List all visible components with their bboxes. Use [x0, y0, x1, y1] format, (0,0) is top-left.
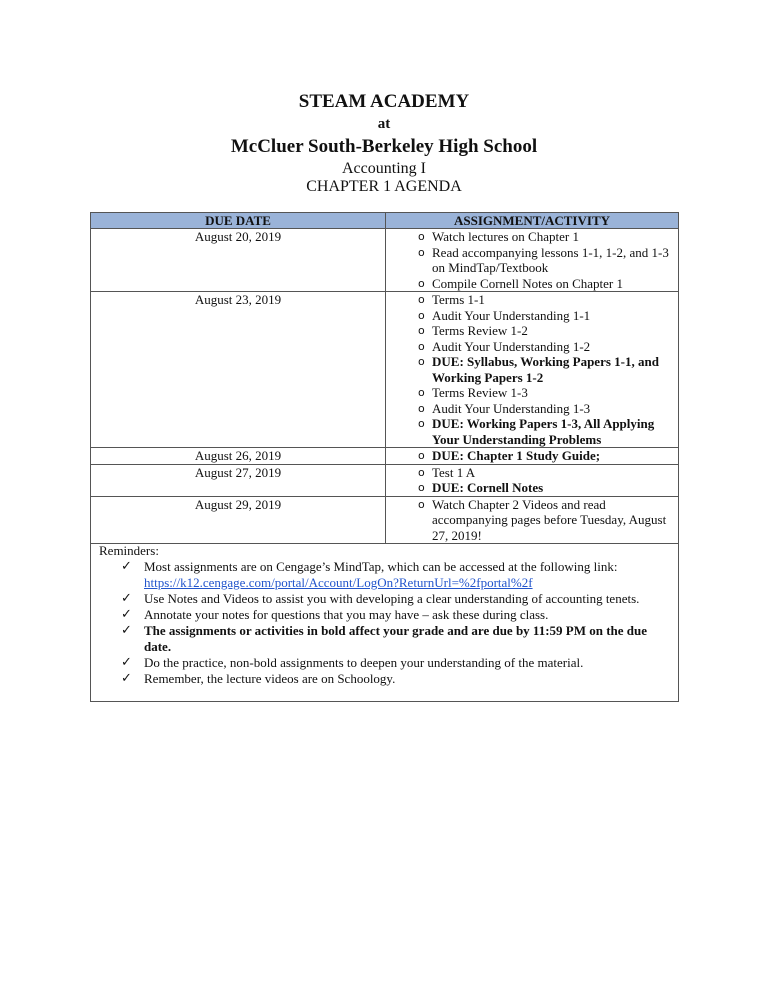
bullet-circle-icon: o	[418, 276, 425, 290]
assignment-item	[386, 354, 678, 385]
bullet-circle-icon: o	[418, 293, 425, 306]
assignment-text: Watch Chapter 2 Videos and read accompanying pages before Tuesday, August 27, 2019!	[432, 496, 667, 543]
reminder-text: Most assignments are on Cengage’s MindTap, which can be accessed at the following link:	[144, 559, 618, 574]
assignment-text: Terms 1-1	[432, 292, 485, 307]
reminder-item	[91, 655, 678, 671]
reminder-item	[91, 607, 678, 623]
bullet-circle-icon: o	[418, 230, 425, 243]
course-name: Accounting I	[342, 160, 426, 177]
agenda-body	[91, 229, 679, 544]
assignment-text: Compile Cornell Notes on Chapter 1	[432, 275, 624, 291]
table-row	[91, 448, 679, 465]
checkmark-icon: ✓	[121, 623, 132, 638]
bullet-circle-icon: o	[418, 308, 425, 322]
reminder-text: Do the practice, non-bold assignments to deepen your understanding of the material.	[144, 655, 584, 670]
due-date-cell: August 26, 2019	[91, 448, 386, 465]
assignment-item	[386, 339, 678, 355]
assignment-item	[386, 401, 678, 417]
reminder-item	[91, 671, 678, 687]
reminder-text: The assignments or activities in bold affect your grade and are due by 11:59 PM on the due date.	[144, 623, 648, 654]
checkmark-icon: ✓	[121, 671, 132, 686]
title-connector: at	[377, 116, 391, 132]
school-title: STEAM ACADEMY	[298, 91, 470, 112]
assignment-cell	[386, 464, 679, 496]
reminders-list	[91, 559, 678, 687]
assignment-list	[386, 448, 678, 464]
reminder-text: Remember, the lecture videos are on Schoology.	[144, 671, 396, 686]
due-date-header: DUE DATE	[91, 213, 386, 229]
due-date-cell: August 27, 2019	[91, 464, 386, 496]
assignment-item	[386, 385, 678, 401]
assignment-item	[386, 276, 678, 292]
bullet-circle-icon: o	[418, 245, 425, 259]
bullet-circle-icon: o	[418, 481, 425, 494]
reminder-text: Use Notes and Videos to assist you with developing a clear understanding of accounting tenets.	[144, 591, 640, 606]
reminder-item	[91, 623, 678, 655]
assignment-item	[386, 323, 678, 339]
assignment-list	[386, 229, 678, 291]
assignment-item	[386, 245, 678, 276]
assignment-text: Audit Your Understanding 1-2	[432, 338, 591, 354]
assignment-text: DUE: Working Papers 1-3, All Applying Your Understanding Problems	[432, 416, 655, 447]
assignment-text: Audit Your Understanding 1-1	[432, 307, 591, 323]
table-row	[91, 496, 679, 544]
assignment-cell	[386, 229, 679, 292]
assignment-text: Watch lectures on Chapter 1	[432, 229, 579, 244]
reminder-text: Annotate your notes for questions that you may have – ask these during class.	[144, 607, 549, 622]
assignment-item	[386, 416, 678, 447]
bullet-circle-icon: o	[418, 324, 425, 337]
bullet-circle-icon: o	[418, 355, 425, 368]
assignment-cell	[386, 292, 679, 448]
school-name: McCluer South-Berkeley High School	[230, 136, 538, 157]
checkmark-icon: ✓	[121, 607, 132, 622]
assignment-list	[386, 465, 678, 496]
assignment-cell	[386, 448, 679, 465]
assignment-text: Test 1 A	[432, 464, 476, 480]
table-row	[91, 229, 679, 292]
reminders-box	[90, 542, 679, 702]
assignment-item	[386, 308, 678, 324]
checkmark-icon: ✓	[121, 655, 132, 670]
table-header-row	[91, 213, 679, 229]
reminder-item	[91, 559, 678, 591]
table-row	[91, 464, 679, 496]
assignment-item	[386, 229, 678, 245]
agenda-title: CHAPTER 1 AGENDA	[306, 178, 462, 195]
assignment-text: Read accompanying lessons 1-1, 1-2, and 1-3 on MindTap/Textbook	[432, 244, 669, 275]
checkmark-icon: ✓	[121, 591, 132, 606]
due-date-cell: August 29, 2019	[91, 496, 386, 544]
bullet-circle-icon: o	[418, 497, 425, 511]
assignment-text: DUE: Cornell Notes	[432, 480, 544, 495]
agenda-table	[90, 212, 679, 544]
reminder-item	[91, 591, 678, 607]
assignment-item	[386, 292, 678, 308]
bullet-circle-icon: o	[418, 465, 425, 479]
assignment-text: Terms Review 1-3	[432, 385, 528, 400]
bullet-circle-icon: o	[418, 417, 425, 430]
bullet-circle-icon: o	[418, 339, 425, 353]
assignment-item	[386, 465, 678, 481]
checkmark-icon: ✓	[121, 559, 132, 574]
assignment-cell	[386, 496, 679, 544]
assignment-item	[386, 480, 678, 496]
assignment-header: ASSIGNMENT/ACTIVITY	[386, 213, 679, 229]
due-date-cell: August 23, 2019	[91, 292, 386, 448]
assignment-item	[386, 497, 678, 544]
assignment-list	[386, 292, 678, 447]
assignment-list	[386, 497, 678, 544]
bullet-circle-icon: o	[418, 386, 425, 399]
assignment-text: DUE: Syllabus, Working Papers 1-1, and Working Papers 1-2	[432, 354, 659, 385]
reminders-title: Reminders:	[99, 543, 159, 558]
assignment-text: Terms Review 1-2	[432, 323, 528, 338]
assignment-item	[386, 448, 678, 464]
bullet-circle-icon: o	[418, 401, 425, 415]
table-row	[91, 292, 679, 448]
assignment-text: Audit Your Understanding 1-3	[432, 400, 591, 416]
due-date-cell: August 20, 2019	[91, 229, 386, 292]
bullet-circle-icon: o	[418, 449, 425, 462]
mindtap-link[interactable]: https://k12.cengage.com/portal/Account/LogOn?ReturnUrl=%2fportal%2f	[144, 575, 533, 590]
assignment-text: DUE: Chapter 1 Study Guide;	[432, 448, 601, 463]
